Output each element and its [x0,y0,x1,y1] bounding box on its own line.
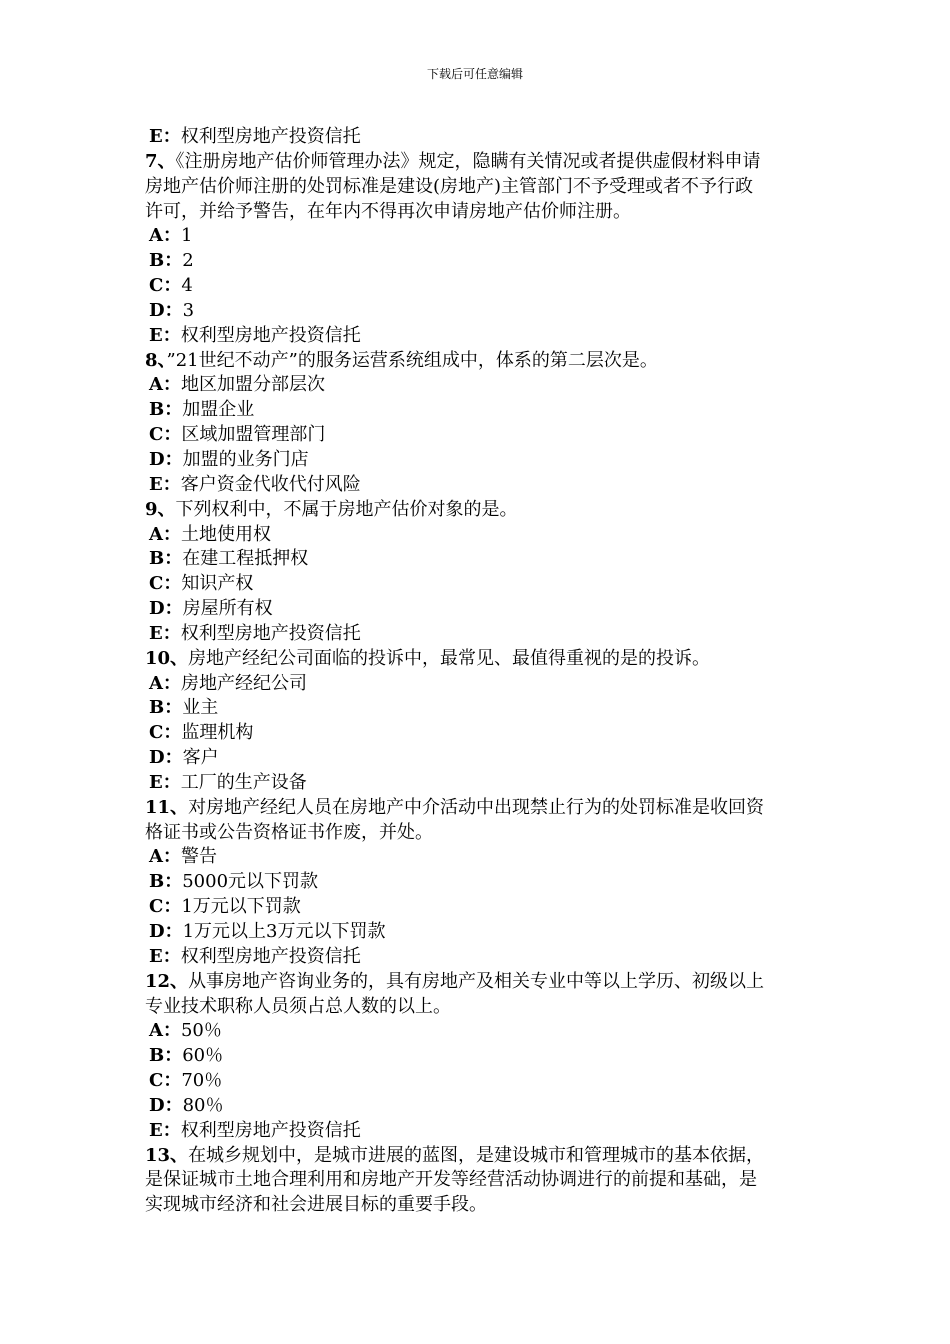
line-text: 50％ [180,1020,222,1042]
answer-option [145,870,815,895]
option-label: A： [149,1020,181,1042]
option-label: D： [149,598,183,620]
answer-option [145,622,815,647]
question-text [145,498,815,523]
question-text [145,647,815,672]
answer-option [145,1044,815,1069]
answer-option [145,895,815,920]
option-label: B： [149,250,183,272]
line-text: 3 [182,299,195,321]
option-label: E： [149,1119,181,1141]
line-text: 4 [181,275,193,297]
line-text: 格证书或公告资格证书作废，并处。 [145,821,433,843]
option-label: E： [149,945,181,967]
answer-option [145,1069,815,1094]
line-text: ”21世纪不动产”的服务运营系统组成中，体系的第二层次是。 [166,349,658,371]
option-label: E： [149,622,181,644]
line-text: 土地使用权 [180,523,271,545]
answer-option [145,1019,815,1044]
question-text-continued [145,821,815,846]
option-label: E： [149,771,181,793]
line-text: 下列权利中，不属于房地产估价对象的是。 [175,498,518,520]
question-text-continued [145,200,815,225]
line-text: 加盟的业务门店 [182,448,309,470]
question-number: 11、 [145,796,189,818]
line-text: 权利型房地产投资信托 [180,945,361,967]
line-text: 权利型房地产投资信托 [180,324,361,346]
option-label: E： [149,473,181,495]
answer-option [145,920,815,945]
answer-option [145,597,815,622]
line-text: 房屋所有权 [182,598,273,620]
line-text: 在建工程抵押权 [182,548,309,570]
question-text [145,150,815,175]
option-label: D： [149,747,183,769]
answer-option [145,398,815,423]
answer-option [145,473,815,498]
answer-option [145,324,815,349]
line-text: 实现城市经济和社会进展目标的重要手段。 [145,1194,487,1216]
line-text: 是保证城市土地合理利用和房地产开发等经营活动协调进行的前提和基础，是 [145,1169,757,1191]
question-text [145,1144,815,1169]
option-label: B： [149,697,183,719]
line-text: 房地产经纪公司 [180,672,307,694]
option-label: D： [149,448,183,470]
question-number: 12、 [145,970,189,992]
option-label: E： [149,324,181,346]
line-text: 许可，并给予警告，在年内不得再次申请房地产估价师注册。 [145,200,631,222]
option-label: D： [149,299,183,321]
line-text: 2 [182,250,194,272]
line-text: 权利型房地产投资信托 [180,1119,361,1141]
question-text [145,796,815,821]
option-label: D： [149,1094,183,1116]
line-text: 警告 [180,846,217,868]
line-text: 从事房地产咨询业务的，具有房地产及相关专业中等以上学历、初级以上 [188,970,765,992]
option-label: A： [149,225,181,247]
answer-option [145,249,815,274]
answer-option [145,373,815,398]
question-number: 8、 [145,349,167,371]
line-text: 1万元以下罚款 [181,896,301,918]
question-text-continued [145,1193,815,1218]
option-label: C： [149,424,182,446]
question-text-continued [145,175,815,200]
option-label: A： [149,672,181,694]
line-text: 知识产权 [181,573,254,595]
line-text: 70％ [181,1070,223,1092]
answer-option [145,423,815,448]
line-text: 工厂的生产设备 [180,771,307,793]
option-label: C： [149,573,182,595]
answer-option [145,721,815,746]
line-text: 客户 [182,747,219,769]
line-text: 权利型房地产投资信托 [180,622,361,644]
line-text: 1万元以上3万元以下罚款 [182,921,386,942]
answer-option [145,448,815,473]
option-label: E： [149,126,181,147]
answer-option [145,125,815,150]
option-label: C： [149,275,182,297]
line-text: 对房地产经纪人员在房地产中介活动中出现禁止行为的处罚标准是收回资 [188,796,765,818]
question-number: 9、 [145,498,176,520]
answer-option [145,274,815,299]
question-number: 10、 [145,647,189,669]
option-label: C： [149,722,182,744]
page-header: 下载后可任意编辑 [426,67,523,81]
question-number: 13、 [145,1144,189,1166]
option-label: A： [149,846,181,868]
question-text [145,349,815,374]
question-number: 7、 [145,150,176,172]
line-text: 5000元以下罚款 [182,871,319,893]
line-text: 业主 [182,697,219,719]
line-text: 1 [180,225,193,247]
option-label: D： [149,921,183,942]
line-text: 在城乡规划中，是城市进展的蓝图，是建设城市和管理城市的基本依据， [188,1144,765,1166]
question-text-continued [145,1168,815,1193]
line-text: 80％ [182,1094,224,1116]
answer-option [145,672,815,697]
document-body [145,125,815,1218]
option-label: A： [149,523,181,545]
answer-option [145,224,815,249]
line-text: 客户资金代收代付风险 [180,473,361,495]
line-text: 监理机构 [181,722,254,744]
option-label: B： [149,399,183,421]
answer-option [145,945,815,970]
answer-option [145,299,815,324]
answer-option [145,547,815,572]
line-text: 地区加盟分部层次 [180,374,325,396]
option-label: C： [149,896,182,918]
option-label: B： [149,548,183,570]
line-text: 房地产估价师注册的处罚标准是建设(房地产)主管部门不予受理或者不予行政 [145,175,754,197]
answer-option [145,746,815,771]
option-label: B： [149,1045,183,1067]
answer-option [145,1119,815,1144]
answer-option [145,845,815,870]
answer-option [145,572,815,597]
answer-option [145,523,815,548]
answer-option [145,696,815,721]
line-text: 房地产经纪公司面临的投诉中，最常见、最值得重视的是的投诉。 [188,647,711,669]
question-text-continued [145,995,815,1020]
line-text: 专业技术职称人员须占总人数的以上。 [145,995,451,1017]
line-text: 《注册房地产估价师管理办法》规定，隐瞒有关情况或者提供虚假材料申请 [175,150,761,172]
option-label: A： [149,374,181,396]
option-label: C： [149,1070,182,1092]
line-text: 60％ [182,1045,224,1067]
answer-option [145,1094,815,1119]
answer-option [145,771,815,796]
line-text: 区域加盟管理部门 [181,424,326,446]
question-text [145,970,815,995]
option-label: B： [149,871,183,893]
line-text: 权利型房地产投资信托 [180,126,361,147]
line-text: 加盟企业 [182,399,255,421]
